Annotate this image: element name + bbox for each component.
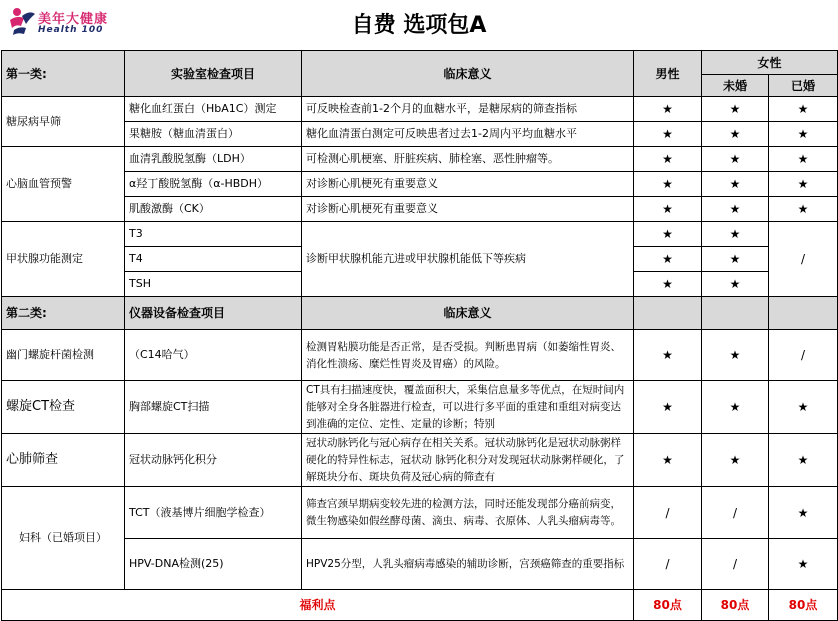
unmarried-points: 80点 [702,590,769,621]
table-row [2,197,838,222]
category-ct: 螺旋CT检查 [2,381,125,434]
package-table [1,50,838,621]
married-mark: ★ [769,381,838,434]
table-row [2,172,838,197]
unmarried-mark: ★ [702,97,769,122]
unmarried-mark: ★ [702,247,769,272]
unmarried-mark: ★ [702,172,769,197]
unmarried-mark: ★ [702,197,769,222]
item-name: α羟丁酸脱氢酶（α-HBDH） [125,172,302,197]
male-mark: ★ [634,434,702,487]
married-mark: ★ [769,122,838,147]
female-column-header: 女性 [702,51,838,75]
item-meaning: 可反映检查前1-2个月的血糖水平，是糖尿病的筛查指标 [302,97,634,122]
section1-header-row [2,51,838,75]
male-mark: ★ [634,172,702,197]
item-name: TCT（液基博片细胞学检查） [125,487,302,539]
table-row [2,539,838,590]
item-name: 冠状动脉钙化积分 [125,434,302,487]
item-name: T3 [125,222,302,247]
welfare-points-label: 福利点 [2,590,634,621]
item-meaning: 检测胃粘膜功能是否正常，是否受损。判断患胃病（如萎缩性胃炎、消化性溃疡、糜烂性胃炎及胃癌）的风险。 [302,330,634,381]
unmarried-mark: ★ [702,147,769,172]
category-thyroid: 甲状腺功能测定 [2,222,125,297]
male-mark: ★ [634,122,702,147]
male-mark: ★ [634,97,702,122]
item-name: 血清乳酸脱氢酶（LDH） [125,147,302,172]
male-mark: ★ [634,330,702,381]
item-meaning: HPV25分型，人乳头瘤病毒感染的辅助诊断，宫颈癌筛查的重要指标 [302,539,634,590]
category-lung: 心肺筛查 [2,434,125,487]
male-mark: ★ [634,381,702,434]
unmarried-mark: / [702,487,769,539]
married-points: 80点 [769,590,838,621]
married-mark: / [769,330,838,381]
item-meaning: 冠状动脉钙化与冠心病存在相关关系。冠状动脉钙化是冠状动脉粥样硬化的特异性标志，冠状动 脉钙化积分对发现冠状动脉粥样硬化，了解斑块分布、斑块负荷及冠心病的筛查有 [302,434,634,487]
item-name: 果糖胺（糖血清蛋白） [125,122,302,147]
unmarried-column-header: 未婚 [702,75,769,97]
logo-text-en: Health 100 [38,25,104,35]
male-mark: ★ [634,197,702,222]
item-name: T4 [125,247,302,272]
category-hp: 幽门螺旋杆菌检测 [2,330,125,381]
unmarried-mark: ★ [702,434,769,487]
unmarried-mark: ★ [702,272,769,297]
male-points: 80点 [634,590,702,621]
item-meaning: 糖化血清蛋白测定可反映患者过去1-2周内平均血糖水平 [302,122,634,147]
male-mark: / [634,539,702,590]
logo-text-cn: 美年大健康 [38,12,109,27]
male-column-header: 男性 [634,51,702,97]
category-gyn: 妇科（已婚项目） [2,487,125,590]
male-mark: ★ [634,147,702,172]
table-row [2,122,838,147]
item-name: 糖化血红蛋白（HbA1C）测定 [125,97,302,122]
section2-header-row [2,297,838,330]
table-row [2,147,838,172]
married-mark: ★ [769,147,838,172]
male-mark: ★ [634,247,702,272]
item-meaning: 对诊断心肌梗死有重要意义 [302,172,634,197]
item-meaning: 可检测心肌梗塞、肝脏疾病、肺栓塞、恶性肿瘤等。 [302,147,634,172]
section1-items-header: 实验室检查项目 [125,51,302,97]
table-row [2,434,838,487]
section2-title: 第二类: [2,297,125,330]
section2-meaning-header: 临床意义 [302,297,634,330]
item-meaning: CT具有扫描速度快，覆盖面积大，采集信息量多等优点，在短时间内能够对全身各脏器进行检查，可以进行多平面的重建和重组对病变达到准确的定位、定性、定量的诊断；特别 [302,381,634,434]
item-name: 肌酸激酶（CK） [125,197,302,222]
unmarried-mark: ★ [702,122,769,147]
item-name: TSH [125,272,302,297]
header [0,0,838,50]
male-mark: ★ [634,272,702,297]
unmarried-mark: ★ [702,330,769,381]
item-meaning: 对诊断心肌梗死有重要意义 [302,197,634,222]
married-mark: ★ [769,197,838,222]
item-name: 胸部螺旋CT扫描 [125,381,302,434]
page-title: 自费 选项包A [351,13,487,38]
item-meaning: 筛查宫颈早期病变较先进的检测方法，同时还能发现部分癌前病变，微生物感染如假丝酵母菌、滴虫、病毒、衣原体、人乳头瘤病毒等。 [302,487,634,539]
item-name: （C14哈气） [125,330,302,381]
married-mark: ★ [769,434,838,487]
table-row [2,487,838,539]
footer-row [2,590,838,621]
male-mark: / [634,487,702,539]
male-mark: ★ [634,222,702,247]
item-name: HPV-DNA检测(25) [125,539,302,590]
married-mark: ★ [769,487,838,539]
married-mark: / [769,222,838,297]
unmarried-mark: / [702,539,769,590]
table-row [2,381,838,434]
section1-meaning-header: 临床意义 [302,51,634,97]
married-mark: ★ [769,539,838,590]
table-row [2,222,838,247]
unmarried-mark: ★ [702,381,769,434]
married-column-header: 已婚 [769,75,838,97]
category-diabetes: 糖尿病早筛 [2,97,125,147]
unmarried-mark: ★ [702,222,769,247]
item-meaning: 诊断甲状腺机能亢进或甲状腺机能低下等疾病 [302,222,634,297]
married-mark: ★ [769,97,838,122]
section2-items-header: 仪器设备检查项目 [125,297,302,330]
table-row [2,97,838,122]
category-cardio: 心脑血管预警 [2,147,125,222]
section1-title: 第一类: [2,51,125,97]
table-row [2,330,838,381]
married-mark: ★ [769,172,838,197]
